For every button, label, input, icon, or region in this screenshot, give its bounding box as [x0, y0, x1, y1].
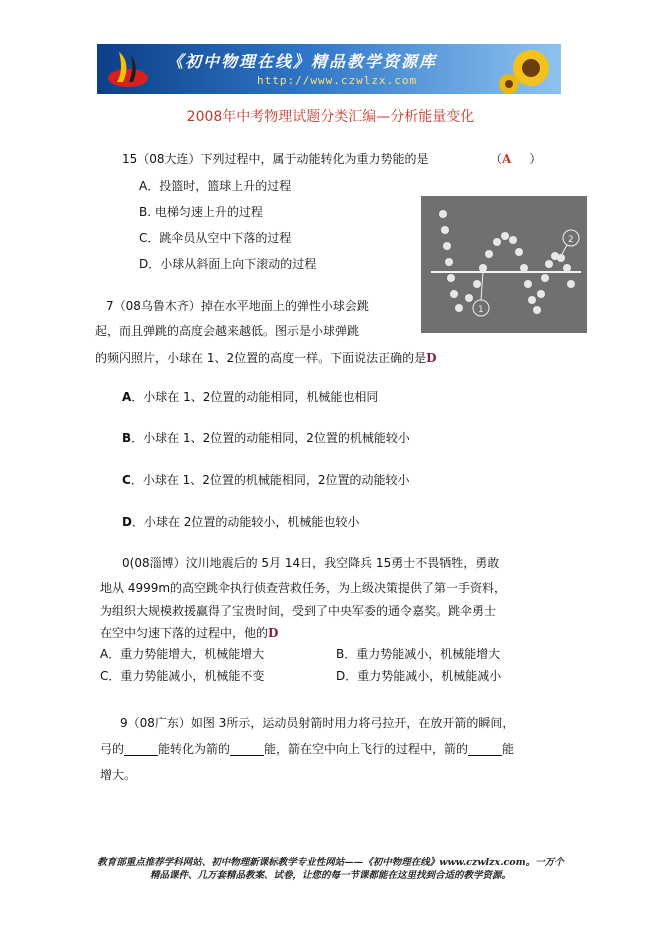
q9-blank-1[interactable]	[124, 743, 158, 756]
bouncing-ball-photo	[421, 196, 587, 333]
site-banner	[97, 44, 561, 94]
site-logo	[105, 48, 151, 90]
q15-answer: A	[502, 152, 512, 166]
q0-answer: D	[268, 626, 279, 640]
q7-option-b: B．小球在 1、2位置的动能相同，2位置的机械能较小	[122, 431, 410, 445]
q9-line-2: 弓的 能转化为箭的 能，箭在空中向上飞行的过程中，箭的 能	[100, 742, 515, 756]
q7-option-c: C．小球在 1、2位置的机械能相同，2位置的动能较小	[122, 473, 410, 487]
q15-option-b: B. 电梯匀速上升的过程	[139, 205, 263, 219]
q0-option-c: C．重力势能减小，机械能不变	[100, 669, 265, 683]
q0-option-d: D．重力势能减小，机械能减小	[336, 669, 502, 683]
q15-option-a: A．投篮时，篮球上升的过程	[139, 179, 292, 193]
q9-blank-2[interactable]	[230, 743, 264, 756]
q7-line-3: 的频闪照片，小球在 1、2位置的高度一样。下面说法正确的是D	[95, 351, 437, 365]
q15-stem: 15（08大连）下列过程中，属于动能转化为重力势能的是	[122, 152, 429, 166]
photo-label-1: 1	[478, 305, 484, 315]
sunflower-icon	[497, 46, 557, 94]
q9-line-3: 增大。	[100, 768, 137, 782]
q0-option-b: B．重力势能减小，机械能增大	[336, 647, 501, 661]
q7-line-2: 起，而且弹跳的高度会越来越低。图示是小球弹跳	[95, 324, 360, 338]
banner-title: 《初中物理在线》精品教学资源库	[167, 52, 438, 71]
q0-line-2: 地从 4999m的高空跳伞执行侦查营救任务，为上级决策提供了第一手资料，	[100, 581, 507, 595]
bouncing-ball-image	[421, 196, 587, 333]
q7-option-a: A．小球在 1、2位置的动能相同，机械能也相同	[122, 390, 379, 404]
photo-label-2: 2	[568, 235, 574, 245]
q7-line-1: 7（08乌鲁木齐）掉在水平地面上的弹性小球会跳	[106, 299, 369, 313]
q15-option-d: D．小球从斜面上向下滚动的过程	[139, 257, 317, 271]
q9-line-1: 9（08广东）如图 3所示，运动员射箭时用力将弓拉开，在放开箭的瞬间，	[120, 716, 515, 730]
q0-line-1: 0(08淄博）汶川地震后的 5月 14日，我空降兵 15勇士不畏牺牲，勇敢	[122, 556, 500, 570]
q0-line-4: 在空中匀速下落的过程中，他的D	[100, 626, 279, 640]
q7-option-d: D．小球在 2位置的动能较小，机械能也较小	[122, 515, 360, 529]
q0-line-3: 为组织大规模救援赢得了宝贵时间，受到了中央军委的通令嘉奖。跳伞勇士	[100, 604, 497, 618]
q7-answer: D	[426, 351, 437, 365]
document-title: 2008年中考物理试题分类汇编—分析能量变化	[186, 109, 475, 125]
footer-line-1: 教育部重点推荐学科网站、初中物理新课标教学专业性网站——《初中物理在线》www.czwlzx.com。一万个	[97, 857, 564, 868]
q15-answer-bracket: （A ）	[490, 152, 542, 166]
q9-blank-3[interactable]	[468, 743, 502, 756]
q15-option-c: C．跳伞员从空中下落的过程	[139, 231, 292, 245]
banner-url[interactable]: http://www.czwlzx.com	[257, 74, 418, 87]
footer-line-2: 精品课件、几万套精品教案、试卷，让您的每一节课都能在这里找到合适的教学资源。	[149, 870, 511, 881]
q0-option-a: A．重力势能增大，机械能增大	[100, 647, 265, 661]
